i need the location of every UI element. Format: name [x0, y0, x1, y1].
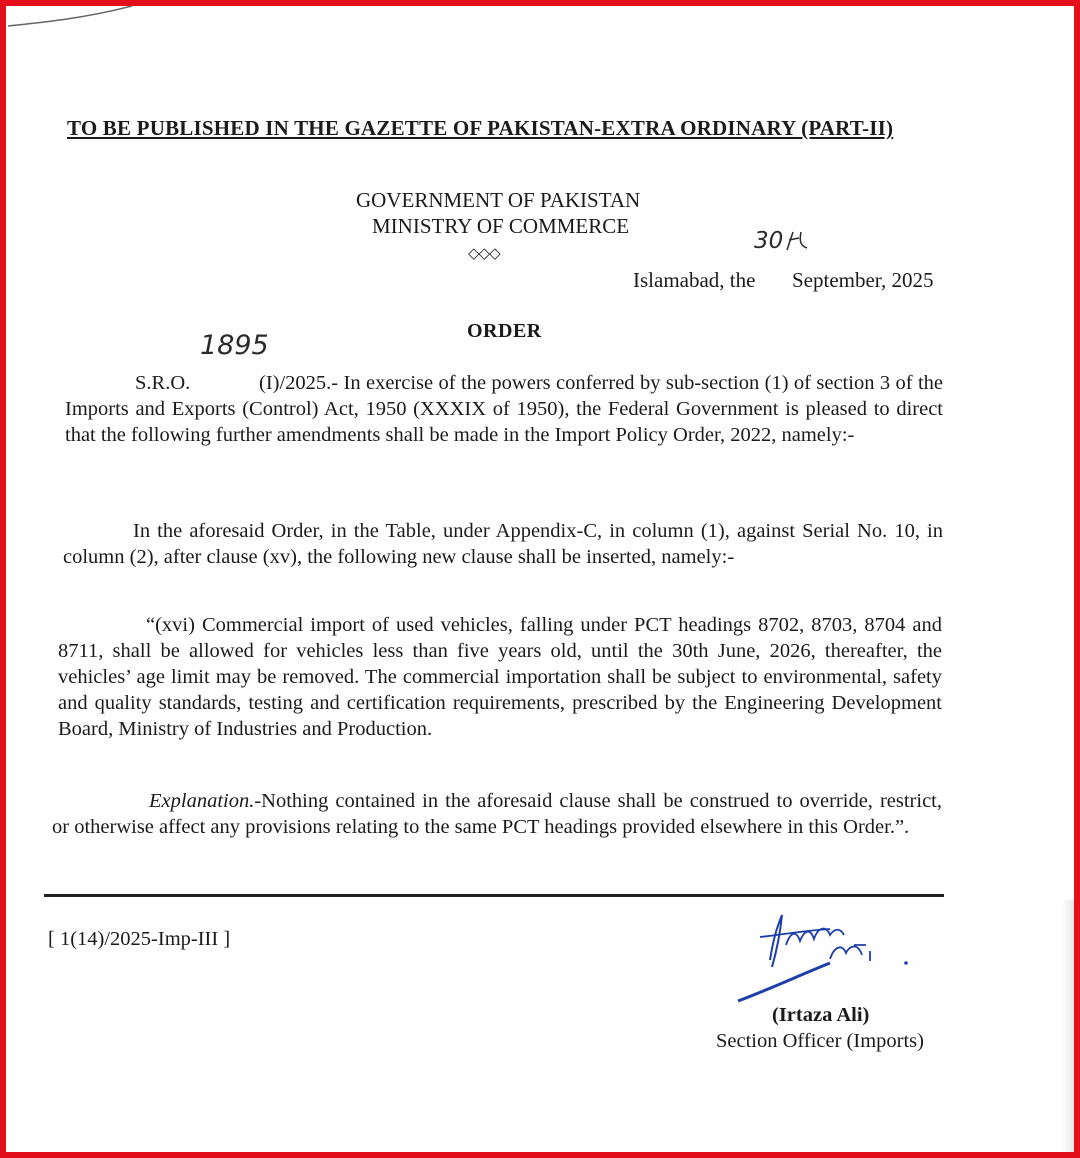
- explanation-text: -Nothing contained in the aforesaid clause shall be construed to override, restrict, or otherwise affect any provisions relating to the same PCT headings provided elsewhere in this Order.”.: [52, 790, 942, 838]
- month-year: September, 2025: [792, 268, 934, 292]
- ornament-divider: ◇◇◇: [468, 246, 500, 262]
- signatory-designation: Section Officer (Imports): [716, 1030, 924, 1052]
- explanation-label: Explanation.: [149, 790, 255, 812]
- handwritten-th-mark: [783, 228, 809, 254]
- file-number: [ 1(14)/2025-Imp-III ]: [48, 928, 231, 950]
- paragraph-new-clause: “(xvi) Commercial import of used vehicles, falling under PCT headings 8702, 8703, 8704 and 8711, shall be allowed for vehicles less than five years old, until the 30th June, 2026, thereafter, the vehicles’ age limit may be removed. The commercial importation shall be subject to environmental, safety and quality standards, testing and certification requirements, prescribed by the Engineering Development Board, Ministry of Industries and Production.: [58, 614, 942, 740]
- paragraph-explanation: [52, 788, 942, 840]
- place-line: Islamabad, the: [633, 268, 756, 292]
- document-title: ORDER: [467, 320, 542, 342]
- pen-mark: [6, 6, 136, 36]
- government-name: GOVERNMENT OF PAKISTAN: [356, 188, 641, 212]
- page-edge-shadow: [1062, 900, 1074, 1152]
- signature: [730, 905, 920, 1010]
- sro-text: (I)/2025.- In exercise of the powers conferred by sub-section (1) of section 3 of the Imports and Exports (Control) Act, 1950 (XXXIX of 1950), the Federal Government is pleased to direct that the following further amendments shall be made in the Import Policy Order, 2022, namely:-: [65, 372, 943, 446]
- paragraph-amendment: In the aforesaid Order, in the Table, under Appendix-C, in column (1), against Serial No. 10, in column (2), after clause (xv), the following new clause shall be inserted, namely:-: [63, 520, 943, 568]
- handwritten-sro-number: 1895: [200, 330, 269, 361]
- ministry-name: MINISTRY OF COMMERCE: [372, 214, 630, 238]
- sro-label: S.R.O.: [135, 372, 191, 394]
- handwritten-date-text: 30: [754, 228, 784, 254]
- gazette-heading: TO BE PUBLISHED IN THE GAZETTE OF PAKISTAN-EXTRA ORDINARY (PART-II): [67, 116, 894, 140]
- horizontal-rule: [44, 894, 944, 897]
- paragraph-preamble: [65, 370, 943, 448]
- handwritten-date: [754, 228, 809, 254]
- signatory-name: (Irtaza Ali): [772, 1004, 870, 1026]
